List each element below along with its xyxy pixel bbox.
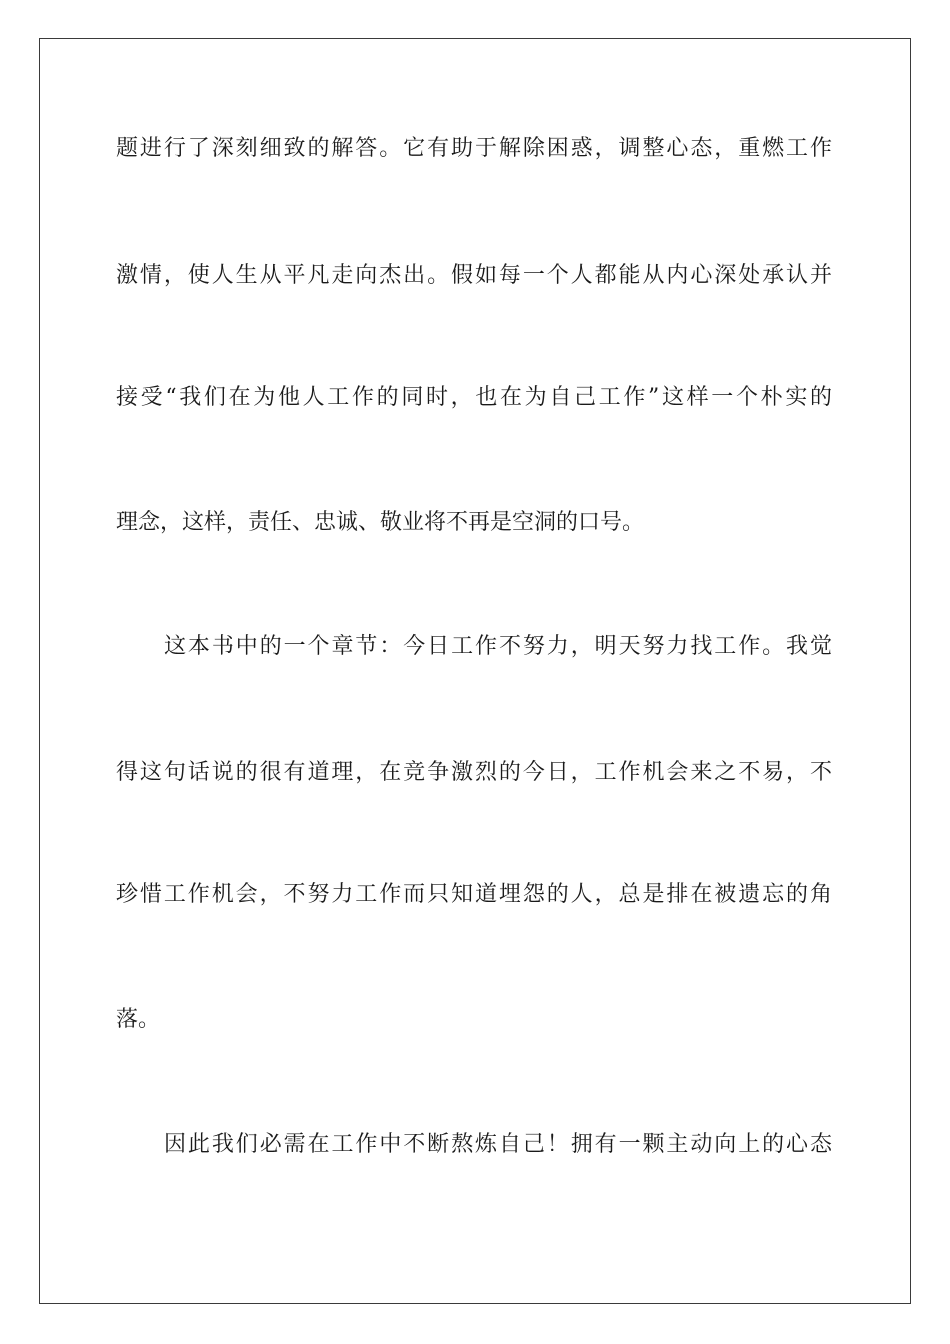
- paragraph-line-7: 珍惜工作机会，不努力工作而只知道埋怨的人，总是排在被遗忘的角: [116, 882, 832, 907]
- paragraph-line-3: 接受“我们在为他人工作的同时，也在为自己工作”这样一个朴实的: [116, 385, 832, 410]
- page-frame: [39, 38, 911, 1304]
- paragraph-line-5: 这本书中的一个章节：今日工作不努力，明天努力找工作。我觉: [164, 634, 832, 659]
- paragraph-line-2: 激情，使人生从平凡走向杰出。假如每一个人都能从内心深处承认并: [116, 263, 832, 288]
- paragraph-line-4: 理念，这样，责任、忠诚、敬业将不再是空洞的口号。: [116, 510, 645, 535]
- paragraph-line-1: 题进行了深刻细致的解答。它有助于解除困惑，调整心态，重燃工作: [116, 136, 832, 161]
- paragraph-line-6: 得这句话说的很有道理，在竞争激烈的今日，工作机会来之不易，不: [116, 760, 832, 785]
- paragraph-line-9: 因此我们必需在工作中不断熬炼自己！拥有一颗主动向上的心态: [164, 1132, 832, 1157]
- paragraph-line-8: 落。: [116, 1007, 161, 1032]
